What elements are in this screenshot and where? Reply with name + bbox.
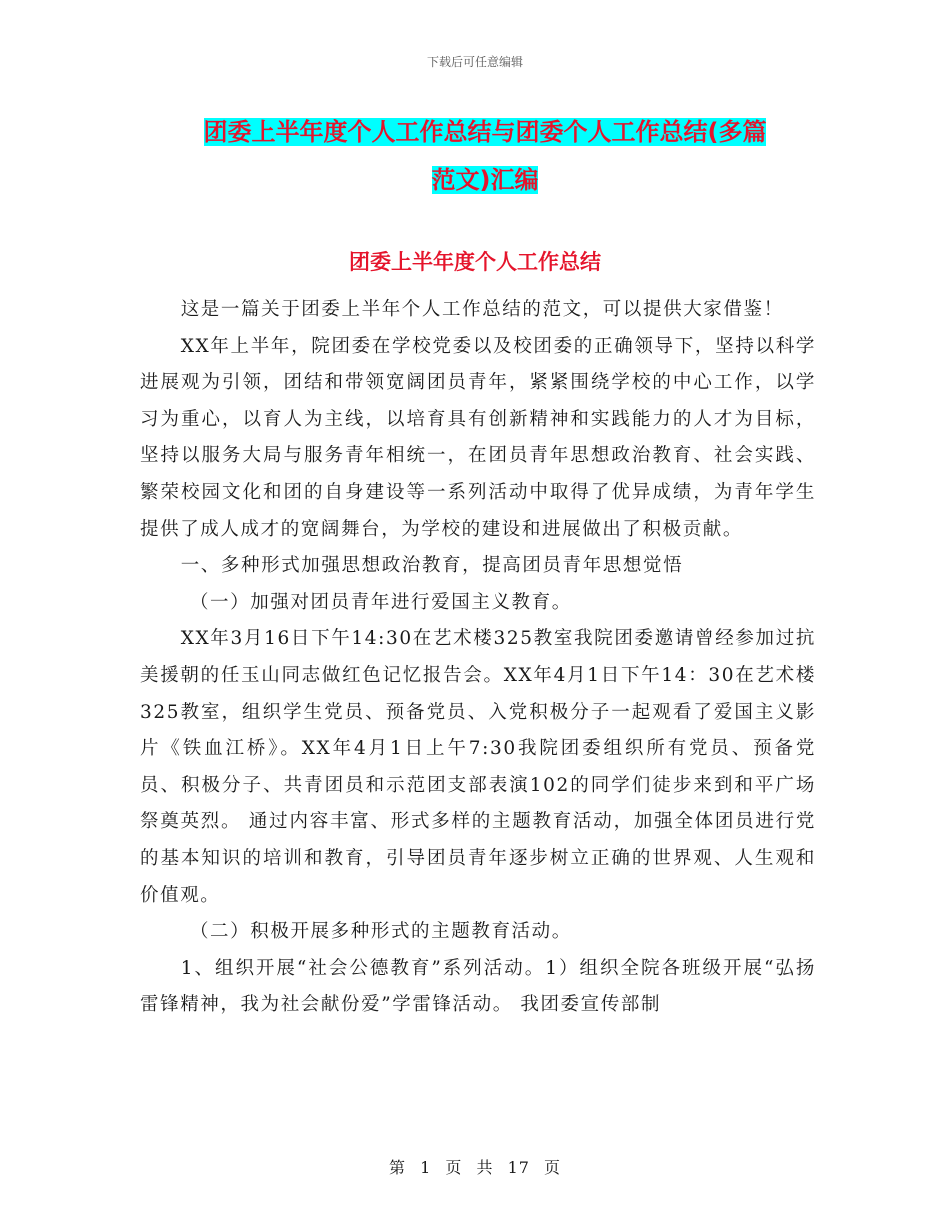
paragraph: XX年上半年，院团委在学校党委以及校团委的正确领导下，坚持以科学进展观为引领，团结和带领宽阔团员青年，紧紧围绕学校的中心工作，以学习为重心，以育人为主线，以培育具有创新精神和实践能力的人才为目标，坚持以服务大局与服务青年相统一，在团员青年思想政治教育、社会实践、繁荣校园文化和团的自身建设等一系列活动中取得了优异成绩，为青年学生提供了成人成才的宽阔舞台，为学校的建设和进展做出了积极贡献。	[140, 335, 816, 540]
footer-total-number: 17	[507, 1158, 530, 1177]
document-body	[140, 292, 816, 1024]
title-line-2-text: 范文)汇编	[431, 166, 539, 194]
paragraph: 这是一篇关于团委上半年个人工作总结的范文，可以提供大家借鉴！	[180, 299, 784, 320]
page-footer	[0, 1155, 950, 1178]
footer-total-unit: 页	[544, 1158, 562, 1177]
paragraph: （二）积极开展多种形式的主题教育活动。	[189, 921, 572, 943]
footer-page-number: 1	[420, 1158, 432, 1177]
footer-total-label: 共	[476, 1158, 494, 1177]
paragraph: （一）加强对团员青年进行爱国主义教育。	[189, 591, 572, 613]
section-title: 团委上半年度个人工作总结	[349, 250, 601, 274]
footer-page-label: 第	[388, 1158, 406, 1177]
footer-page-unit: 页	[445, 1158, 463, 1177]
title-line-1	[140, 108, 830, 156]
paragraph: 一、多种形式加强思想政治教育，提高团员青年思想觉悟	[180, 555, 684, 577]
document-title	[140, 108, 830, 204]
paragraph: 1、组织开展“社会公德教育”系列活动。1）组织全院各班级开展“弘扬雷锋精神，我为社会献份爱”学雷锋活动。 我团委宣传部制	[140, 957, 816, 1016]
paragraph: XX年3月16日下午14:30在艺术楼325教室我院团委邀请曾经参加过抗美援朝的任玉山同志做红色记忆报告会。XX年4月1日下午14：30在艺术楼325教室，组织学生党员、预备党员、入党积极分子一起观看了爱国主义影片《铁血江桥》。XX年4月1日上午7:30我院团委组织所有党员、预备党员、积极分子、共青团员和示范团支部表演102的同学们徒步来到和平广场祭奠英烈。 通过内容丰富、形式多样的主题教育活动，加强全体团员进行党的基本知识的培训和教育，引导团员青年逐步树立正确的世界观、人生观和价值观。	[140, 628, 816, 906]
title-line-2	[140, 156, 830, 204]
page-header: 下载后可任意编辑	[426, 55, 523, 69]
title-line-1-text: 团委上半年度个人工作总结与团委个人工作总结(多篇	[203, 118, 767, 146]
